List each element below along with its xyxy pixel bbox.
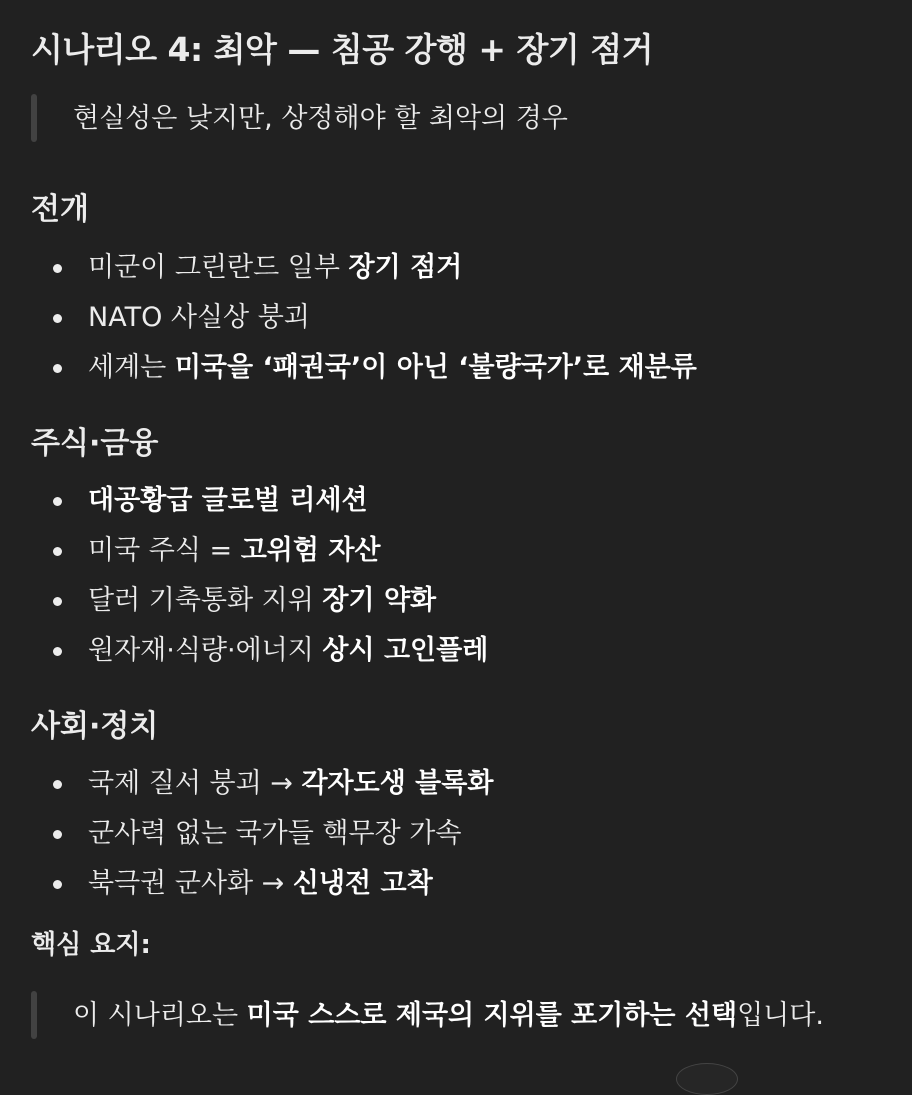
item-bold-text: 신냉전 고착 (292, 868, 433, 899)
scroll-down-button[interactable] (676, 1063, 738, 1095)
conclusion-post: 입니다. (737, 1000, 824, 1031)
bullet-icon (53, 830, 62, 839)
bullet-icon (53, 364, 62, 373)
bullet-icon (53, 647, 62, 656)
intro-quote-text: 현실성은 낮지만, 상정해야 할 최악의 경우 (73, 103, 568, 134)
item-text: 미군이 그린란드 일부 (88, 252, 349, 283)
section-heading-stocks-finance: 주식·금융 (31, 426, 159, 461)
bullet-icon (53, 597, 62, 606)
conclusion-pre: 이 시나리오는 (73, 1000, 247, 1031)
item-bold-text: 각자도생 블록화 (301, 768, 494, 799)
item-bold-text: 미국을 ‘패권국’이 아닌 ‘불량국가’로 재분류 (174, 352, 697, 383)
item-text: 군사력 없는 국가들 핵무장 가속 (88, 818, 462, 849)
section-heading-society-politics: 사회·정치 (31, 709, 159, 744)
item-text: 미국 주식 = (88, 535, 241, 566)
section-heading-development: 전개 (31, 192, 89, 227)
item-bold-text: 고위험 자산 (240, 535, 381, 566)
item-text: 달러 기축통화 지위 (88, 585, 323, 616)
conclusion-bold: 미국 스스로 제국의 지위를 포기하는 선택 (246, 1000, 738, 1031)
blockquote-bar (31, 991, 37, 1039)
bullet-icon (53, 497, 62, 506)
bullet-icon (53, 780, 62, 789)
item-text: 국제 질서 붕괴 → (88, 768, 302, 799)
bullet-icon (53, 264, 62, 273)
key-point-label: 핵심 요지: (31, 930, 151, 960)
item-bold-text: 장기 점거 (348, 252, 463, 283)
bullet-icon (53, 314, 62, 323)
conclusion-text (73, 999, 824, 1033)
item-text: 세계는 (88, 352, 175, 383)
item-bold-text: 장기 약화 (322, 585, 437, 616)
item-text: 북극권 군사화 → (88, 868, 293, 899)
item-text: 원자재·식량·에너지 (88, 635, 323, 666)
bullet-icon (53, 880, 62, 889)
item-text: NATO 사실상 붕괴 (88, 302, 310, 333)
bullet-icon (53, 547, 62, 556)
blockquote-bar (31, 94, 37, 142)
page-title: 시나리오 4: 최악 — 침공 강행 + 장기 점거 (31, 30, 654, 69)
item-bold-text: 상시 고인플레 (322, 635, 489, 666)
item-bold-text: 대공황급 글로벌 리세션 (88, 485, 368, 516)
